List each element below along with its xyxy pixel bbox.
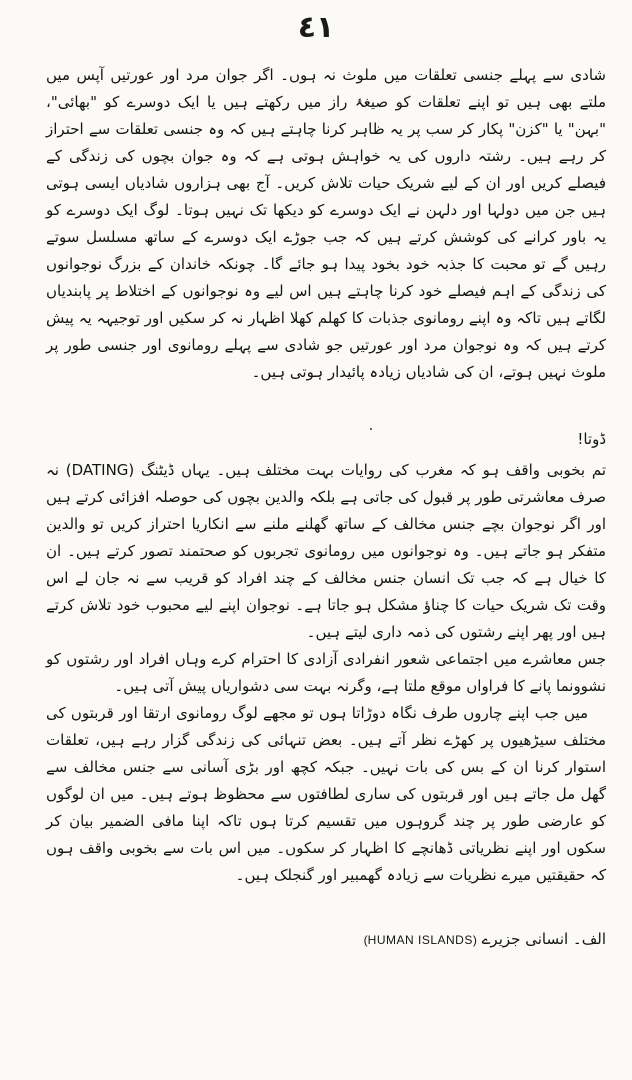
paragraph-1: شادی سے پہلے جنسی تعلقات میں ملوث نہ ہوں۔ اگر جوان مرد اور عورتیں آپس میں ملتے بھی ہیں تو اپنے تعلقات کو صیغۂ راز میں رکھتے ہیں یا ایک دوسرے کو "بھائی"، "بہن" یا "کزن" پکار کر سب پر یہ ظاہر کرنا چاہتے ہیں کہ وہ جنسی تعلقات سے احتراز کر رہے ہیں۔ رشتہ داروں کی یہ خواہش ہوتی ہے کہ وہ جوان بچوں کی زندگی کے فیصلے کریں اور ان کے لیے شریک حیات تلاش کریں۔ آج بھی ہزاروں شادیاں ایسی ہوتی ہیں جن میں دولہا اور دلہن نے ایک دوسرے کو دیکھا تک نہیں ہوتا۔ لوگ ایک دوسرے کو یہ باور کرانے کی کوشش کرتے ہیں کہ جب جوڑے ایک دوسرے کے ساتھ مسلسل سوتے رہیں گے تو محبت کا جذبہ خود بخود پیدا ہو جائے گا۔ چونکہ خاندان کے بزرگ نوجوانوں کی زندگی کے اہم فیصلے خود کرنا چاہتے ہیں اس لیے وہ نوجوانوں کے اختلاط پر پابندیاں لگاتے ہیں تاکہ وہ اپنے رومانوی جذبات کا کھلم کھلا اظہار نہ کر سکیں اور توجیہہ یہ پیش کرتے ہیں کہ وہ نوجوان مرد اور عورتیں جو شادی سے پہلے رومانوی اور جنسی طور پر ملوث نہیں ہوتے، ان کی شادیاں زیادہ پائیدار ہوتی ہیں۔ — [46, 66, 606, 381]
ink-dot — [370, 428, 372, 430]
paragraph-2: تم بخوبی واقف ہو کہ مغرب کی روایات بہت مختلف ہیں۔ یہاں ڈیٹنگ (DATING) نہ صرف معاشرتی طور پر قبول کی جاتی ہے بلکہ والدین بچوں کی حوصلہ افزائی کرتے ہیں اور اگر نوجوان بچے جنس مخالف کے ساتھ گھلنے ملنے سے انکاریا احتراز کریں تو والدین متفکر ہو جاتے ہیں۔ وہ نوجوانوں میں رومانوی تجربوں کو صحتمند تصور کرتے ہیں۔ ان کا خیال ہے کہ جب تک انسان جنس مخالف کے چند افراد کو قریب سے نہ جان لے اس وقت تک شریک حیات کا چناؤ مشکل ہو جاتا ہے۔ نوجوان اپنے لیے محبوب خود تلاش کرتے ہیں اور پھر اپنے رشتوں کی ذمہ داری لیتے ہیں۔ — [46, 461, 606, 641]
subsection-title — [46, 926, 606, 954]
subsection-label: الف۔ انسانی جزیرے — [481, 930, 606, 948]
subsection-latin: (HUMAN ISLANDS) — [363, 933, 477, 947]
paragraph-3: جس معاشرے میں اجتماعی شعور انفرادی آزادی کا احترام کرے وہاں افراد اور رشتوں کو نشوونما پانے کا فراواں موقع ملتا ہے، وگرنہ بہت سی دشواریاں پیش آتی ہیں۔ — [46, 650, 606, 695]
section-heading: ڈوتا! — [577, 430, 606, 448]
body-text — [46, 62, 606, 889]
page-number: ٤١ — [297, 10, 335, 45]
paragraph-4: میں جب اپنے چاروں طرف نگاہ دوڑاتا ہوں تو مجھے لوگ رومانوی ارتقا اور قربتوں کی مختلف سیڑھیوں پر کھڑے نظر آتے ہیں۔ بعض تنہائی کی زندگی گزار رہے ہیں، تعلقات استوار کرنا ان کے بس کی بات نہیں۔ جبکہ کچھ اور بڑی آسانی سے جنس مخالف سے گھل مل جاتے ہیں اور قربتوں کی ساری لطافتوں سے محظوظ ہوتے ہیں۔ میں ان لوگوں کو عارضی طور پر چند گروہوں میں تقسیم کرتا ہوں تاکہ اپنا مافی الضمیر بیان کر سکوں اور اپنے نظریاتی ڈھانچے کا اظہار کر سکوں۔ میں اس بات سے بخوبی واقف ہوں کہ حقیقتیں میرے نظریات سے زیادہ گھمبیر اور گنجلک ہیں۔ — [46, 704, 606, 884]
